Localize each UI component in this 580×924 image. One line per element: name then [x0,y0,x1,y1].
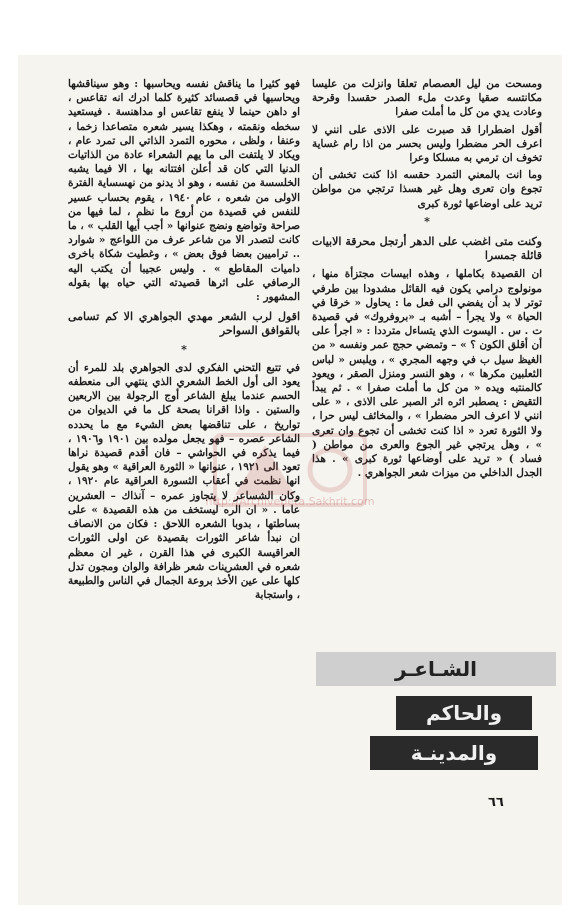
quoted-verse: اقول لرب الشعر مهدي الجواهري الا كم تسامى بالقوافق السواحر [68,310,300,338]
section-divider-star: * [424,214,430,228]
right-text-column [312,77,542,637]
verse-block-4: وكنت متى اغضب على الدهر أرتجل محرقة الابيات قائلة جمسرا [312,235,542,263]
section-divider-star: * [181,342,187,356]
verse-block-3: وما انت بالمعني التمرد حقسه اذا كنت تخشى أن تجوع وان تعرى وهل غير هسذا ترتجي من مواطن تريد على اوضاعها ثورة كبرى [312,169,542,210]
title-banner-line-3: والمدينـة [370,736,538,770]
verse-block-2: أقول اضطرارا قد صبرت على الاذى على انني لا اعرف الحر مضطرا وليس بحسر من اذا رام غساية تخوف ان ترمي به مسلكا وعرا [312,123,542,165]
archive-watermark-url: http://Archivebeta.Sakhrit.com [205,495,375,508]
title-banner-line-1: الشـاعـر [316,652,556,686]
page-number: ٦٦ [488,795,504,810]
verse-block-1: ومسحت من ليل العصصام تعلقا وانزلت من عليسا مكانتسه صقيا وعدت ملء الصدر حقسدا وقرحة وعادت يدي من كل ما أملت صفرا [312,78,542,119]
body-paragraph: ان القصيدة بكاملها ، وهذه ابيسات مجتزأة منها ، مونولوج درامي يكون فيه القائل مشدودا بين طرفي توتر لا بد أن يفضي الى فعل ما : يحاول « خرقا في الحياة » ولا يجرأ – أشبه بـ «بروفروك» في قصيدة ت . س . اليسوت الذي يتساءل مترددا : « اجرأ على أن أقلق الكون ؟ » – وتمضي حجج عمر ونفسه « من الغيظ سيل ب في وجهه المجري » ، ويلبس « لباس الثعلبين مكرها » ، وهو النسر ومنزل الصقر ، ويعود كالمنتبه ويده « من كل ما أملت صفرا » . ثم يبدأ التقيض : يصطبر اثره اثر الصبر على الاذى ، « على انني لا اعرف الحر مضطرا » ، والمخائف ليس حرا ، ولا الثورة تعرد « اذا كنت تخشى أن تجوع وان تعرى » ، وهل يرتجي غير الجوع والعرى من مواطن ( فساد ) « تريد على أوضاعها ثورة كبرى » . هذا الجدل الداخلي من ميزات شعر الجواهري . [312,268,542,480]
title-banner-line-2: والحاكم [396,696,532,730]
left-text-column [68,77,300,817]
body-paragraph: فهو كثيرا ما يناقش نفسه ويحاسبها : وهو سيناقشها ويحاسبها في قصسائد كثيرة كلما ادرك انه تقاعس ، او داهن حينما لا ينفع تقاعس او مداهنسة . فيستعيد سخطه ونقمته ، وهكذا يسير شعره متصاعدا زخما ، وعنفا ، ولظى ، محوره التمرد الذاتي الى تمرد عام ، ويكاد لا يلتفت الى ما يهم الشعراء عادة من الذاتيات الدنيا التي كان قد أعلن افتتانه بها ، الا فيما يشبه الخلسسة من نفسه ، وهو اذ يدنو من نهسساية الفترة الاولى من شعره ، عام ١٩٤٠ ، يقوم بحساب عسير للنفس في قصيدة من أروع ما نظم ، لما فيها من صراحة وتواضع ونضج عنوانها « أجب أيها القلب » ، ما كانت لتصدر الا من شاعر عرف من اللواعج « شوارد .. تراميين بعضا فوق بعض » ، وغطيت شكاة باخرى داميات المقاطع » . وليس عجيبا أن يكتب اليه الرصافي على اثرها قصيدته التي حياه بها بقوله المشهور : [68,78,300,304]
body-paragraph: في تتبع التحني الفكري لدى الجواهري بلد للمرء أن يعود الى أول الخط الشعري الذي ينتهي الى منعطفه الحسم عندما يبلغ الشاعر أوج الرجولة بين الاربعين والستين . واذا اقرانا بصحة كل ما في الديوان من تواريخ ، على تناقضها بعض الشيء مع ما يحدده الشاعر عصره – فهو يجعل مولده بين ١٩٠١ و١٩٠٦ ، فيما يذكره في الحواشي – فان أقدم قصيدة نراها تعود الى ١٩٢١ ، عنوانها « الثورة العراقية » وهو يقول انها نظمت في أعقاب الثسورة العراقية عام ١٩٢٠ ، وكان الشساعر لا يتجاوز عمره – آنذاك – العشرين عاما . « ان الره ليستخف من هذه القصيدة » على بساطتها ، بدوبا الشعره اللاحق : فكان من الانصاف ان نبدأ شاعر الثورات بقصيدة عن اولى الثورات العراقيسة الكبرى في هذا القرن ، غير ان معظم شعره في العشرينات شعر ظرافة والوان ومجون تدل كلها على عين الأخذ بروعة الجمال في الناس والطبيعة ، واستجابة [68,361,300,602]
magazine-page [18,55,562,905]
